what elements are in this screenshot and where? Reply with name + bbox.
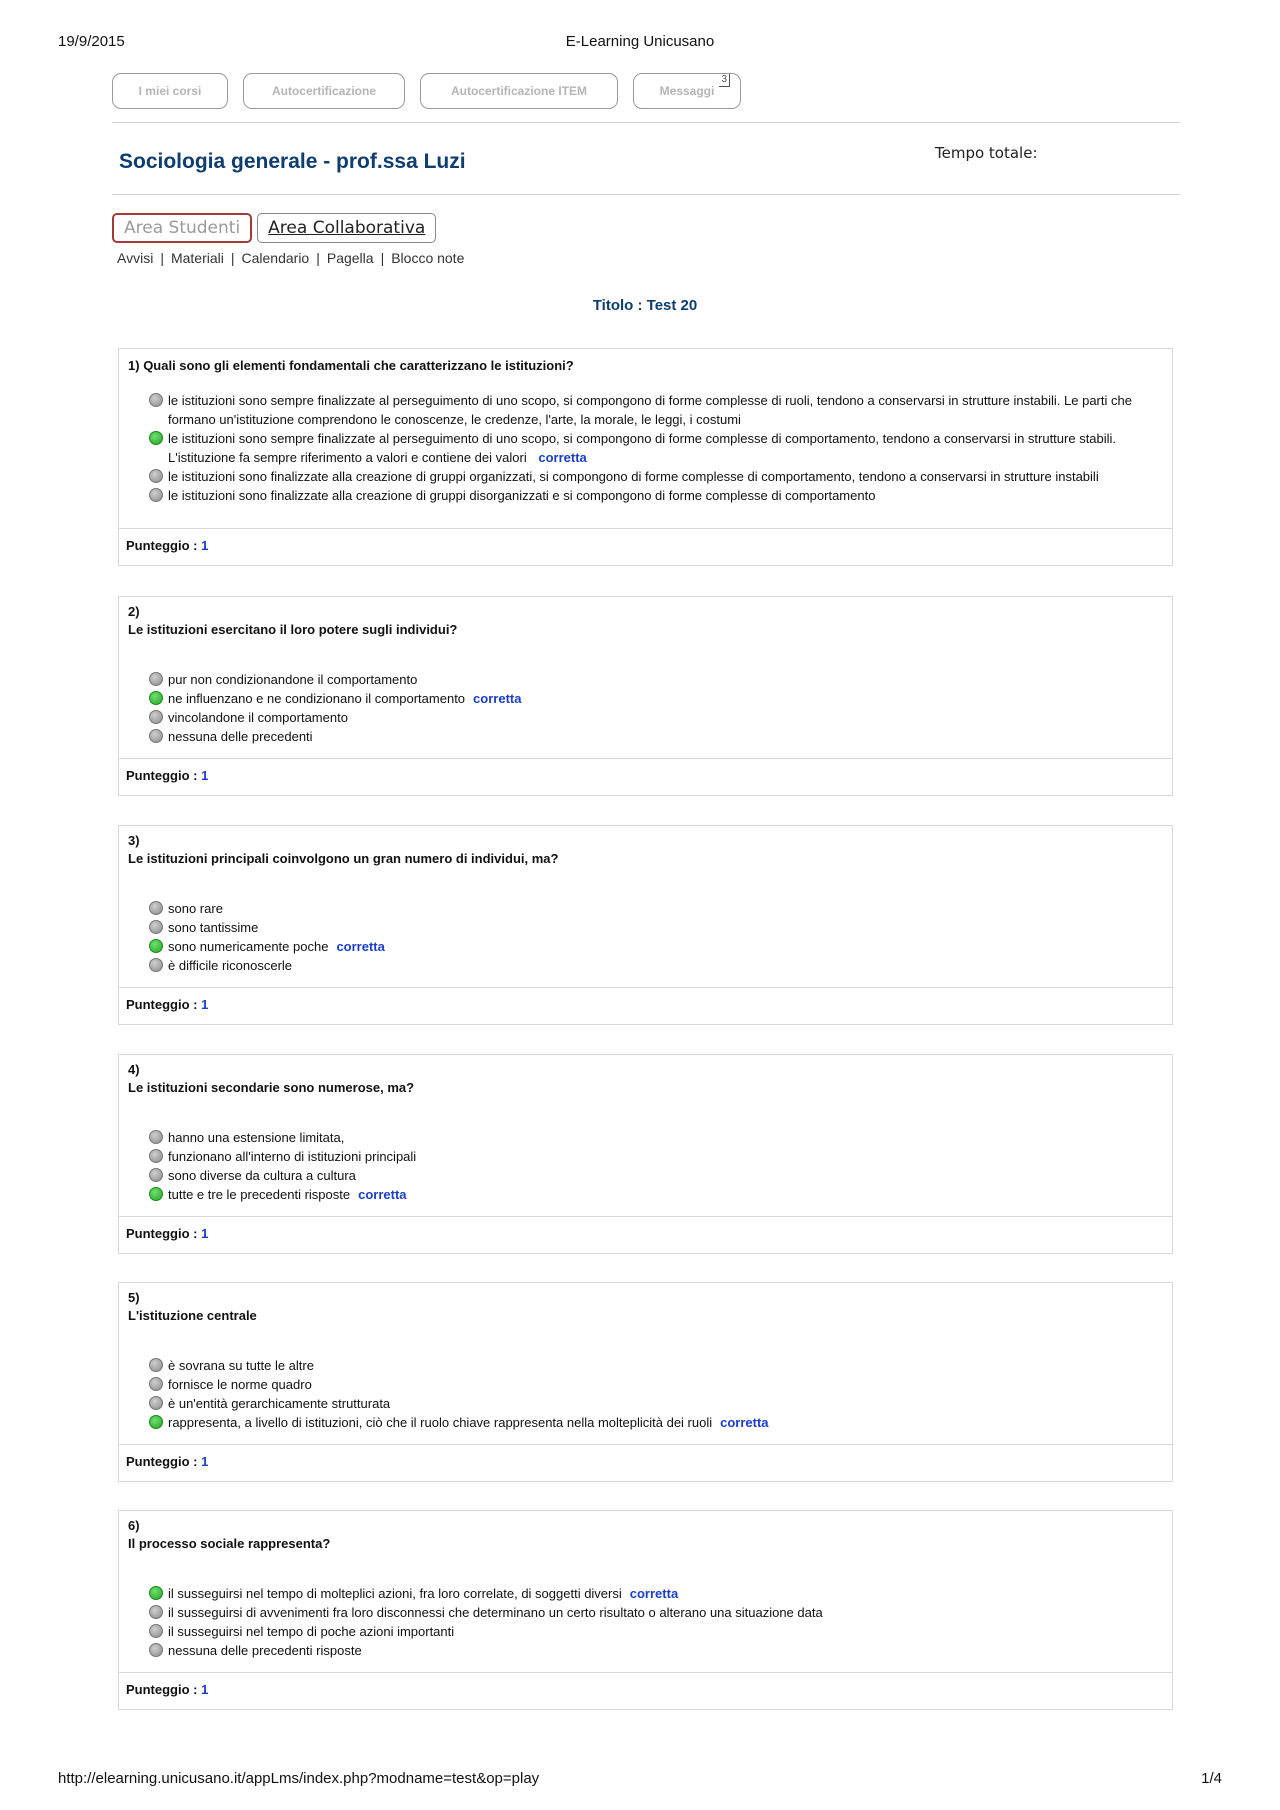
- answer-text: fornisce le norme quadro: [168, 1377, 312, 1392]
- messages-count-badge: 3: [719, 74, 730, 87]
- radio-icon: [149, 393, 163, 407]
- answer-options: [149, 899, 1162, 975]
- radio-icon: [149, 469, 163, 483]
- answer-options: [149, 1356, 1162, 1432]
- self-certification-button[interactable]: Autocertificazione: [243, 73, 405, 109]
- print-footer: [58, 1770, 1222, 1790]
- divider: [112, 194, 1180, 195]
- answer-option: [149, 670, 1162, 689]
- radio-icon: [149, 488, 163, 502]
- answer-text: sono rare: [168, 901, 223, 916]
- answer-text: vincolandone il comportamento: [168, 710, 348, 725]
- correct-radio-icon: [149, 939, 163, 953]
- radio-icon: [149, 1168, 163, 1182]
- question-number: 3): [128, 833, 140, 848]
- answer-text: è sovrana su tutte le altre: [168, 1358, 314, 1373]
- question-card: [118, 596, 1173, 796]
- radio-icon: [149, 672, 163, 686]
- question-text: Il processo sociale rappresenta?: [128, 1536, 331, 1551]
- answer-option: [149, 486, 1162, 505]
- messages-label: Messaggi: [659, 84, 715, 98]
- correct-label: corretta: [538, 450, 587, 465]
- correct-label: corretta: [336, 939, 385, 954]
- my-courses-button[interactable]: I miei corsi: [112, 73, 228, 109]
- radio-icon: [149, 1396, 163, 1410]
- subnav-separator: |: [160, 250, 164, 266]
- answer-option: [149, 429, 1162, 467]
- answer-text: le istituzioni sono sempre finalizzate al perseguimento di uno scopo, si compongono di forme complesse di ruoli, tendono a conservarsi in strutture instabili. Le parti che formano un'istituzione comprendono le conoscenze, le credenze, l'arte, la morale, le leggi, i costumi: [168, 393, 1132, 427]
- self-certification-item-button[interactable]: Autocertificazione ITEM: [420, 73, 618, 109]
- score-value: 1: [201, 1226, 209, 1241]
- answer-text: il susseguirsi nel tempo di molteplici azioni, fra loro correlate, di soggetti diversi: [168, 1586, 622, 1601]
- divider: [112, 122, 1180, 123]
- answer-text: nessuna delle precedenti risposte: [168, 1643, 362, 1658]
- answer-option: [149, 899, 1162, 918]
- score-row: [119, 528, 1172, 565]
- score-label: Punteggio :: [126, 1226, 198, 1241]
- radio-icon: [149, 1643, 163, 1657]
- correct-radio-icon: [149, 431, 163, 445]
- question-heading: [128, 1061, 414, 1097]
- answer-option: [149, 1147, 1162, 1166]
- course-title: Sociologia generale - prof.ssa Luzi: [119, 150, 466, 173]
- answer-text: il susseguirsi di avvenimenti fra loro disconnessi che determinano un certo risultato o alterano una situazione data: [168, 1605, 823, 1620]
- score-row: [119, 1672, 1172, 1709]
- area-tabs: [112, 213, 436, 243]
- answer-text: ne influenzano e ne condizionano il comportamento: [168, 691, 466, 706]
- print-header: [58, 33, 1222, 53]
- answer-text: le istituzioni sono finalizzate alla creazione di gruppi organizzati, si compongono di forme complesse di comportamento, tendono a conservarsi in strutture instabili: [168, 469, 1099, 484]
- answer-option: [149, 391, 1162, 429]
- subnav-link-calendario[interactable]: Calendario: [241, 250, 310, 266]
- question-text: Quali sono gli elementi fondamentali che caratterizzano le istituzioni?: [143, 358, 574, 373]
- score-value: 1: [201, 1682, 209, 1697]
- answer-text: il susseguirsi nel tempo di poche azioni importanti: [168, 1624, 455, 1639]
- answer-option: [149, 1185, 1162, 1204]
- answer-text: le istituzioni sono sempre finalizzate al perseguimento di uno scopo, si compongono di forme complesse di comportamento, tendono a conservarsi in strutture stabili. L'istituzione fa sempre riferimento a valori e contiene dei valori: [168, 431, 1117, 465]
- subnav-link-pagella[interactable]: Pagella: [326, 250, 374, 266]
- answer-option: [149, 1413, 1162, 1432]
- radio-icon: [149, 1149, 163, 1163]
- answer-option: [149, 937, 1162, 956]
- radio-icon: [149, 710, 163, 724]
- score-value: 1: [201, 1454, 209, 1469]
- question-number: 1): [128, 358, 140, 373]
- answer-option: [149, 1622, 1162, 1641]
- answer-option: [149, 708, 1162, 727]
- answer-text: tutte e tre le precedenti risposte: [168, 1187, 351, 1202]
- print-date: 19/9/2015: [58, 33, 125, 50]
- question-heading: [128, 1517, 330, 1553]
- question-card: [118, 1054, 1173, 1254]
- radio-icon: [149, 920, 163, 934]
- score-row: [119, 1216, 1172, 1253]
- score-label: Punteggio :: [126, 1682, 198, 1697]
- radio-icon: [149, 1130, 163, 1144]
- answer-option: [149, 1603, 1162, 1622]
- radio-icon: [149, 1358, 163, 1372]
- answer-options: [149, 1128, 1162, 1204]
- correct-label: corretta: [720, 1415, 769, 1430]
- score-label: Punteggio :: [126, 538, 198, 553]
- answer-text: sono diverse da cultura a cultura: [168, 1168, 356, 1183]
- radio-icon: [149, 1605, 163, 1619]
- question-text: Le istituzioni esercitano il loro potere sugli individui?: [128, 622, 458, 637]
- tab-collaborative-area[interactable]: Area Collaborativa: [257, 213, 436, 243]
- radio-icon: [149, 729, 163, 743]
- question-text: Le istituzioni principali coinvolgono un gran numero di individui, ma?: [128, 851, 559, 866]
- correct-radio-icon: [149, 1586, 163, 1600]
- question-number: 2): [128, 604, 140, 619]
- radio-icon: [149, 901, 163, 915]
- answer-option: [149, 1356, 1162, 1375]
- answer-text: è un'entità gerarchicamente strutturata: [168, 1396, 391, 1411]
- score-row: [119, 1444, 1172, 1481]
- question-number: 4): [128, 1062, 140, 1077]
- subnav-link-materiali[interactable]: Materiali: [170, 250, 224, 266]
- tab-student-area[interactable]: Area Studenti: [112, 213, 252, 243]
- top-nav: [112, 73, 741, 109]
- score-label: Punteggio :: [126, 997, 198, 1012]
- answer-option: [149, 467, 1162, 486]
- correct-label: corretta: [473, 691, 522, 706]
- answer-text: hanno una estensione limitata,: [168, 1130, 345, 1145]
- question-text: L'istituzione centrale: [128, 1308, 257, 1323]
- question-card: [118, 1510, 1173, 1710]
- answer-option: [149, 956, 1162, 975]
- question-card: [118, 825, 1173, 1025]
- score-value: 1: [201, 997, 209, 1012]
- answer-text: rappresenta, a livello di istituzioni, ciò che il ruolo chiave rappresenta nella molteplicità dei ruoli: [168, 1415, 713, 1430]
- answer-option: [149, 1584, 1162, 1603]
- answer-options: [149, 1584, 1162, 1660]
- answer-option: [149, 1375, 1162, 1394]
- answer-text: nessuna delle precedenti: [168, 729, 313, 744]
- question-card: [118, 1282, 1173, 1482]
- question-number: 6): [128, 1518, 140, 1533]
- question-text: Le istituzioni secondarie sono numerose, ma?: [128, 1080, 415, 1095]
- subnav-separator: |: [230, 250, 235, 266]
- answer-option: [149, 727, 1162, 746]
- radio-icon: [149, 1377, 163, 1391]
- correct-label: corretta: [358, 1187, 407, 1202]
- answer-text: è difficile riconoscerle: [168, 958, 293, 973]
- correct-radio-icon: [149, 1187, 163, 1201]
- print-url: http://elearning.unicusano.it/appLms/index.php?modname=test&op=play: [58, 1770, 540, 1787]
- messages-button[interactable]: [633, 73, 741, 109]
- answer-option: [149, 1394, 1162, 1413]
- score-value: 1: [201, 768, 209, 783]
- subnav-link-blocco-note[interactable]: Blocco note: [391, 250, 465, 266]
- answer-option: [149, 1641, 1162, 1660]
- correct-radio-icon: [149, 1415, 163, 1429]
- subnav-separator: |: [380, 250, 385, 266]
- score-row: [119, 758, 1172, 795]
- subnav-separator: |: [316, 250, 320, 266]
- radio-icon: [149, 1624, 163, 1638]
- answer-text: le istituzioni sono finalizzate alla creazione di gruppi disorganizzati e si compongono di forme complesse di comportamento: [168, 488, 876, 503]
- question-heading: [128, 603, 457, 639]
- print-title: E-Learning Unicusano: [565, 33, 715, 50]
- question-number: 5): [128, 1290, 140, 1305]
- score-label: Punteggio :: [126, 768, 198, 783]
- total-time-label: Tempo totale:: [935, 144, 1038, 162]
- page-number: 1/4: [1201, 1770, 1222, 1787]
- answer-text: pur non condizionandone il comportamento: [168, 672, 418, 687]
- correct-label: corretta: [629, 1586, 679, 1601]
- question-card: [118, 348, 1173, 566]
- score-row: [119, 987, 1172, 1024]
- answer-text: sono numericamente poche: [168, 939, 329, 954]
- test-title: Titolo : Test 20: [592, 297, 698, 314]
- subnav-link-avvisi[interactable]: Avvisi: [117, 250, 154, 266]
- correct-radio-icon: [149, 691, 163, 705]
- answer-text: sono tantissime: [168, 920, 259, 935]
- answer-option: [149, 1166, 1162, 1185]
- score-label: Punteggio :: [126, 1454, 198, 1469]
- sub-nav: [117, 250, 464, 266]
- question-heading: [128, 1289, 257, 1325]
- question-heading: [128, 832, 558, 868]
- answer-options: [149, 670, 1162, 746]
- answer-option: [149, 689, 1162, 708]
- score-value: 1: [201, 538, 209, 553]
- answer-options: [149, 391, 1162, 505]
- answer-option: [149, 918, 1162, 937]
- answer-option: [149, 1128, 1162, 1147]
- radio-icon: [149, 958, 163, 972]
- answer-text: funzionano all'interno di istituzioni principali: [168, 1149, 417, 1164]
- question-heading: [128, 357, 574, 375]
